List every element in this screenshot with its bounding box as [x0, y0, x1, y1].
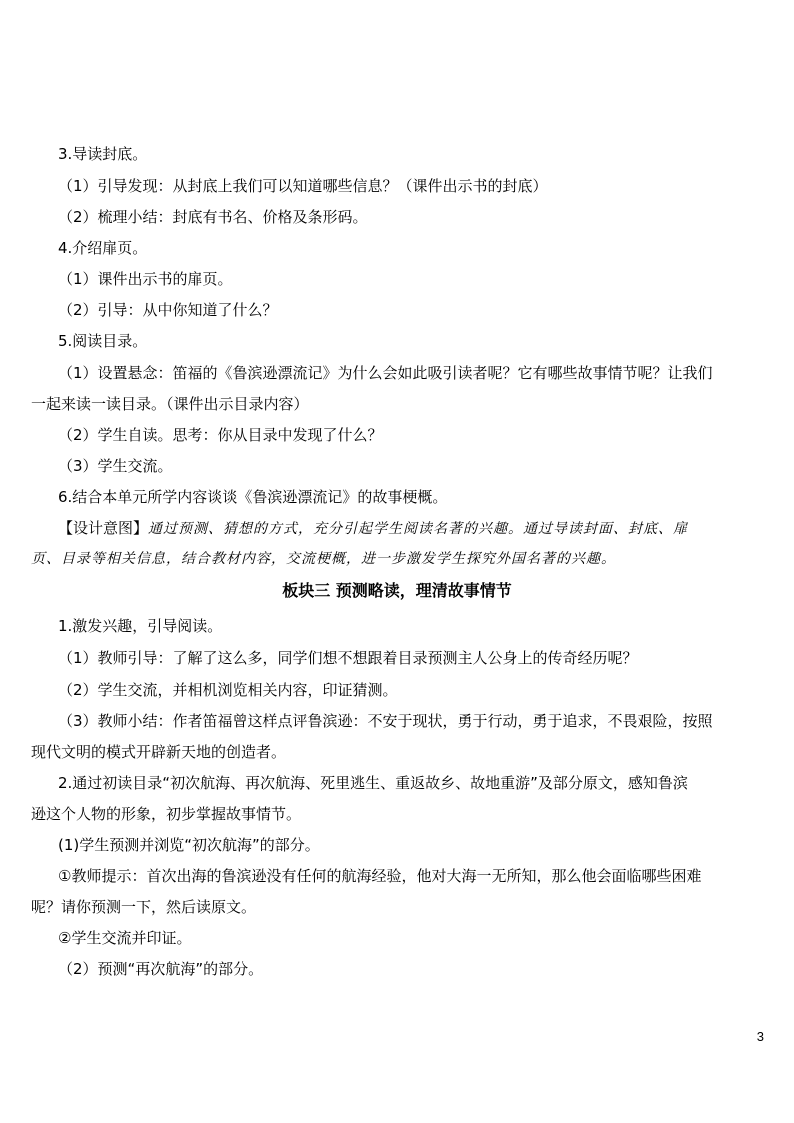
section3-step-1-item-3-continued: 现代文明的模式开辟新天地的创造者。	[31, 743, 287, 761]
step-5-item-1: （1）设置悬念：笛福的《鲁滨逊漂流记》为什么会如此吸引读者呢？它有哪些故事情节呢？让我们	[58, 364, 713, 382]
design-note-line-1	[58, 518, 762, 539]
section3-step-2-item-2: （2）预测“再次航海”的部分。	[58, 960, 264, 978]
step-4-item-2: （2）引导：从中你知道了什么？	[58, 301, 278, 319]
step-3-heading: 3.导读封底。	[58, 145, 148, 163]
section3-step-2-subitem-1-continued: 呢？请你预测一下，然后读原文。	[31, 898, 257, 916]
section3-step-2-subitem-2: ②学生交流并印证。	[58, 929, 192, 947]
section3-step-1-heading: 1.激发兴趣，引导阅读。	[58, 617, 223, 635]
design-note-text-1: 通过预测、猜想的方式，充分引起学生阅读名著的兴趣。通过导读封面、封底、扉	[148, 521, 689, 537]
section3-step-2-heading: 2.通过初读目录“初次航海、再次航海、死里逃生、重返故乡、故地重游”及部分原文，感知鲁滨	[58, 774, 688, 792]
page-number: 3	[756, 1029, 764, 1044]
section3-step-1-item-2: （2）学生交流，并相机浏览相关内容，印证猜测。	[58, 681, 398, 699]
step-3-item-2: （2）梳理小结：封底有书名、价格及条形码。	[58, 208, 368, 226]
step-5-item-1-continued: 一起来读一读目录。（课件出示目录内容）	[31, 395, 309, 413]
section3-step-2-heading-continued: 逊这个人物的形象，初步掌握故事情节。	[31, 805, 302, 823]
section3-step-2-subitem-1: ①教师提示：首次出海的鲁滨逊没有任何的航海经验，他对大海一无所知，那么他会面临哪些困难	[58, 867, 702, 885]
section3-step-2-item-1: (1)学生预测并浏览“初次航海”的部分。	[58, 836, 320, 854]
section-title: 板块三 预测略读，理清故事情节	[282, 581, 512, 600]
step-5-item-3: （3）学生交流。	[58, 457, 173, 475]
step-6-heading: 6.结合本单元所学内容谈谈《鲁滨逊漂流记》的故事梗概。	[58, 488, 448, 506]
section3-step-1-item-3: （3）教师小结：作者笛福曾这样点评鲁滨逊：不安于现状，勇于行动，勇于追求，不畏艰险，按照	[58, 712, 713, 730]
step-5-heading: 5.阅读目录。	[58, 332, 148, 350]
section3-step-1-item-1: （1）教师引导：了解了这么多，同学们想不想跟着目录预测主人公身上的传奇经历呢？	[58, 649, 638, 667]
design-note-line-2: 页、目录等相关信息，结合教材内容，交流梗概，进一步激发学生探究外国名著的兴趣。	[31, 551, 616, 567]
step-5-item-2: （2）学生自读。思考：你从目录中发现了什么？	[58, 426, 383, 444]
step-3-item-1: （1）引导发现：从封底上我们可以知道哪些信息？（课件出示书的封底）	[58, 177, 548, 195]
step-4-item-1: （1）课件出示书的扉页。	[58, 270, 233, 288]
design-note-label: 【设计意图】	[58, 519, 149, 537]
step-4-heading: 4.介绍扉页。	[58, 239, 148, 257]
